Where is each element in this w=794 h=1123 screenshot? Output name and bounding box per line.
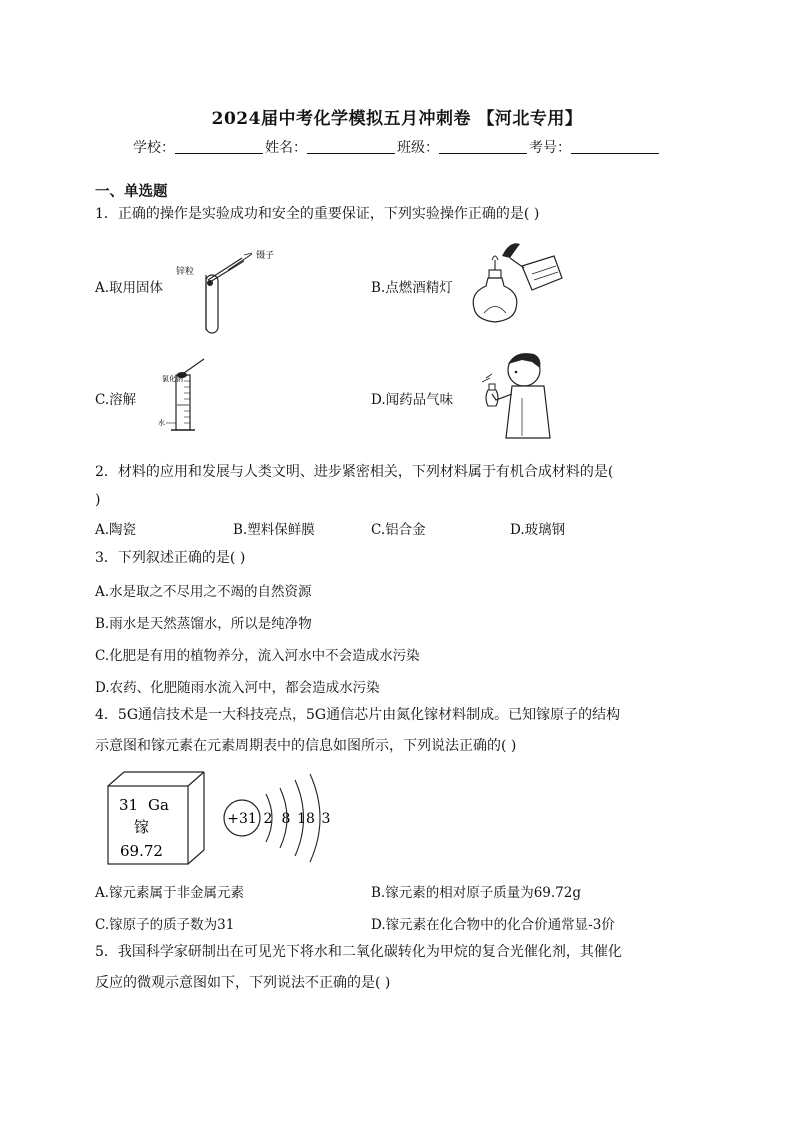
shell-2-electrons: 8 (281, 811, 291, 827)
atomic-structure-diagram (224, 774, 330, 862)
q3-option-d: D.农药、化肥随雨水流入河中，都会造成水污染 (95, 680, 380, 696)
shell-3-electrons: 18 (297, 811, 315, 827)
nucleus-charge: +31 (227, 811, 257, 827)
name-label: 姓名： (265, 140, 307, 156)
q1-option-b: B.点燃酒精灯 (371, 280, 453, 296)
q1-option-a: A.取用固体 (95, 280, 164, 296)
q1-figure-b-alcohol-lamp (462, 238, 572, 328)
number-label: 考号： (529, 140, 571, 156)
exam-title: 2024届中考化学模拟五月冲刺卷 【河北专用】 (211, 109, 583, 129)
class-label: 班级： (397, 140, 439, 156)
q4-option-d: D.镓元素在化合物中的化合价通常显-3价 (371, 917, 615, 933)
question-5-stem-line1: 5．我国科学家研制出在可见光下将水和二氧化碳转化为甲烷的复合光催化剂，其催化 (95, 944, 622, 960)
label-water: 水 (158, 419, 165, 427)
element-symbol: Ga (148, 796, 169, 814)
school-blank[interactable] (175, 139, 263, 154)
label-zinc: 锌粒 (176, 267, 195, 277)
class-blank[interactable] (439, 139, 527, 154)
q1-option-c: C.溶解 (95, 392, 137, 408)
question-2-stem-line2: ) (95, 492, 101, 508)
student-info-row (0, 137, 794, 157)
q2-option-d: D.玻璃钢 (510, 522, 566, 538)
label-nacl: 氯化钠 (162, 375, 183, 383)
shell-1-electrons: 2 (263, 811, 273, 827)
q1-figure-d-smelling (472, 348, 554, 440)
question-3-stem: 3．下列叙述正确的是( ) (95, 550, 246, 566)
element-cell (108, 772, 204, 864)
q4-option-b: B.镓元素的相对原子质量为69.72g (371, 885, 582, 901)
q3-option-c: C.化肥是有用的植物养分，流入河水中不会造成水污染 (95, 648, 420, 664)
element-atomic-number: 31 (119, 796, 139, 814)
q1-option-d: D.闻药品气味 (371, 392, 454, 408)
section-heading: 一、单选题 (95, 183, 168, 200)
q3-option-b: B.雨水是天然蒸馏水，所以是纯净物 (95, 616, 312, 632)
q2-option-b: B.塑料保鲜膜 (233, 522, 315, 538)
question-4-stem-line2: 示意图和镓元素在元素周期表中的信息如图所示，下列说法正确的( ) (95, 738, 517, 754)
question-4-stem-line1: 4．5G通信技术是一大科技亮点，5G通信芯片由氮化镓材料制成。已知镓原子的结构 (95, 707, 621, 723)
q4-option-c: C.镓原子的质子数为31 (95, 917, 235, 933)
q2-option-a: A.陶瓷 (95, 522, 137, 538)
name-blank[interactable] (307, 139, 395, 154)
number-blank[interactable] (571, 139, 659, 154)
question-2-stem-line1: 2．材料的应用和发展与人类文明、进步紧密相关，下列材料属于有机合成材料的是( (95, 464, 614, 480)
element-name: 镓 (134, 818, 150, 836)
q2-option-c: C.铝合金 (371, 522, 426, 538)
q1-figure-c-graduated-cylinder (158, 353, 226, 438)
q4-option-a: A.镓元素属于非金属元素 (95, 885, 245, 901)
label-tweezers: 镊子 (256, 251, 275, 261)
question-5-stem-line2: 反应的微观示意图如下，下列说法不正确的是( ) (95, 975, 391, 991)
shell-4-electrons: 3 (321, 811, 331, 827)
question-1-stem: 1．正确的操作是实验成功和安全的重要保证，下列实验操作正确的是( ) (95, 206, 540, 222)
q1-figure-a-test-tube (170, 240, 290, 340)
school-label: 学校： (133, 140, 175, 156)
element-mass: 69.72 (120, 842, 163, 860)
q4-figure (104, 768, 344, 870)
q3-option-a: A.水是取之不尽用之不竭的自然资源 (95, 584, 312, 600)
